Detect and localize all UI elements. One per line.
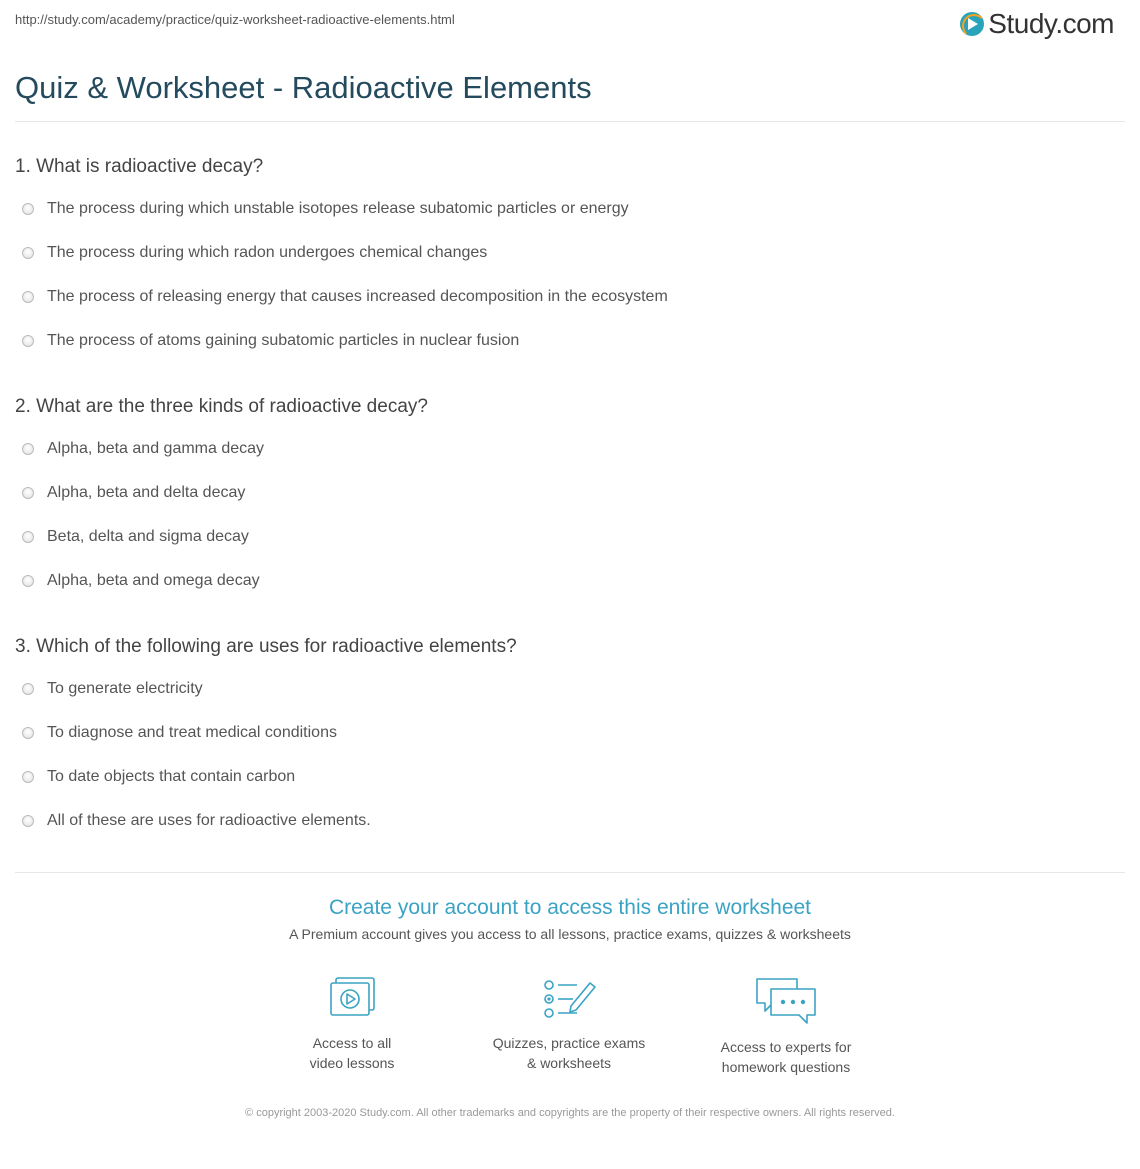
- option-label: All of these are uses for radioactive elements.: [47, 812, 371, 829]
- radio-button[interactable]: [22, 771, 34, 783]
- question-2-option-4[interactable]: [22, 572, 260, 590]
- video-lessons-icon: [326, 975, 378, 1023]
- option-label: Beta, delta and sigma decay: [47, 528, 249, 545]
- option-label: To generate electricity: [47, 680, 203, 697]
- feature-label-line2: & worksheets: [526, 1055, 612, 1071]
- feature-label-line1: Quizzes, practice exams: [492, 1035, 646, 1051]
- question-2-option-1[interactable]: [22, 440, 264, 458]
- radio-button[interactable]: [22, 815, 34, 827]
- chat-bubbles-icon: [753, 975, 819, 1027]
- feature-quizzes: [469, 975, 669, 1073]
- option-label: The process of releasing energy that causes increased decomposition in the ecosystem: [47, 288, 668, 305]
- question-3: 3. Which of the following are uses for radioactive elements?: [15, 636, 517, 657]
- study-logo[interactable]: [960, 8, 1114, 40]
- radio-button[interactable]: [22, 247, 34, 259]
- title-divider: [15, 121, 1125, 122]
- feature-label-line2: homework questions: [721, 1059, 851, 1075]
- feature-video-lessons: [252, 975, 452, 1073]
- question-3-option-1[interactable]: [22, 680, 203, 698]
- study-logo-icon: [960, 12, 984, 36]
- option-label: Alpha, beta and omega decay: [47, 572, 260, 589]
- cta-subtitle: A Premium account gives you access to all lessons, practice exams, quizzes & worksheets: [289, 926, 851, 942]
- radio-button[interactable]: [22, 683, 34, 695]
- question-1-option-4[interactable]: [22, 332, 519, 350]
- feature-experts: [686, 975, 886, 1077]
- question-3-option-4[interactable]: [22, 812, 371, 830]
- study-logo-text: Study.com: [988, 8, 1114, 39]
- option-label: Alpha, beta and delta decay: [47, 484, 246, 501]
- radio-button[interactable]: [22, 203, 34, 215]
- radio-button[interactable]: [22, 335, 34, 347]
- question-1-option-2[interactable]: [22, 244, 487, 262]
- question-1: 1. What is radioactive decay?: [15, 156, 264, 177]
- question-3-option-3[interactable]: [22, 768, 295, 786]
- option-label: To diagnose and treat medical conditions: [47, 724, 337, 741]
- feature-label-line1: Access to experts for: [720, 1039, 852, 1055]
- question-2: 2. What are the three kinds of radioactive decay?: [15, 396, 428, 417]
- feature-label: [469, 1033, 669, 1073]
- question-1-option-3[interactable]: [22, 288, 668, 306]
- top-bar: [0, 0, 1140, 50]
- option-label: Alpha, beta and gamma decay: [47, 440, 265, 457]
- feature-label-line2: video lessons: [309, 1055, 395, 1071]
- copyright-notice: © copyright 2003-2020 Study.com. All other trademarks and copyrights are the property of their respective owners. All rights reserved.: [245, 1107, 895, 1119]
- radio-button[interactable]: [22, 531, 34, 543]
- option-label: The process of atoms gaining subatomic particles in nuclear fusion: [47, 332, 520, 349]
- feature-label: [686, 1037, 886, 1077]
- option-label: The process during which radon undergoes chemical changes: [47, 244, 488, 261]
- page-url: http://study.com/academy/practice/quiz-worksheet-radioactive-elements.html: [15, 12, 455, 27]
- question-2-option-3[interactable]: [22, 528, 249, 546]
- page-title: Quiz & Worksheet - Radioactive Elements: [15, 70, 592, 105]
- feature-label: [252, 1033, 452, 1073]
- radio-button[interactable]: [22, 575, 34, 587]
- radio-button[interactable]: [22, 487, 34, 499]
- question-1-option-1[interactable]: [22, 200, 629, 218]
- create-account-link[interactable]: Create your account to access this entire worksheet: [328, 896, 812, 919]
- option-label: To date objects that contain carbon: [47, 768, 296, 785]
- feature-label-line1: Access to all: [312, 1035, 392, 1051]
- radio-button[interactable]: [22, 291, 34, 303]
- option-label: The process during which unstable isotopes release subatomic particles or energy: [47, 200, 629, 217]
- question-2-option-2[interactable]: [22, 484, 245, 502]
- radio-button[interactable]: [22, 727, 34, 739]
- question-3-option-2[interactable]: [22, 724, 337, 742]
- radio-button[interactable]: [22, 443, 34, 455]
- cta-divider: [15, 872, 1125, 873]
- quizzes-checklist-icon: [541, 975, 597, 1023]
